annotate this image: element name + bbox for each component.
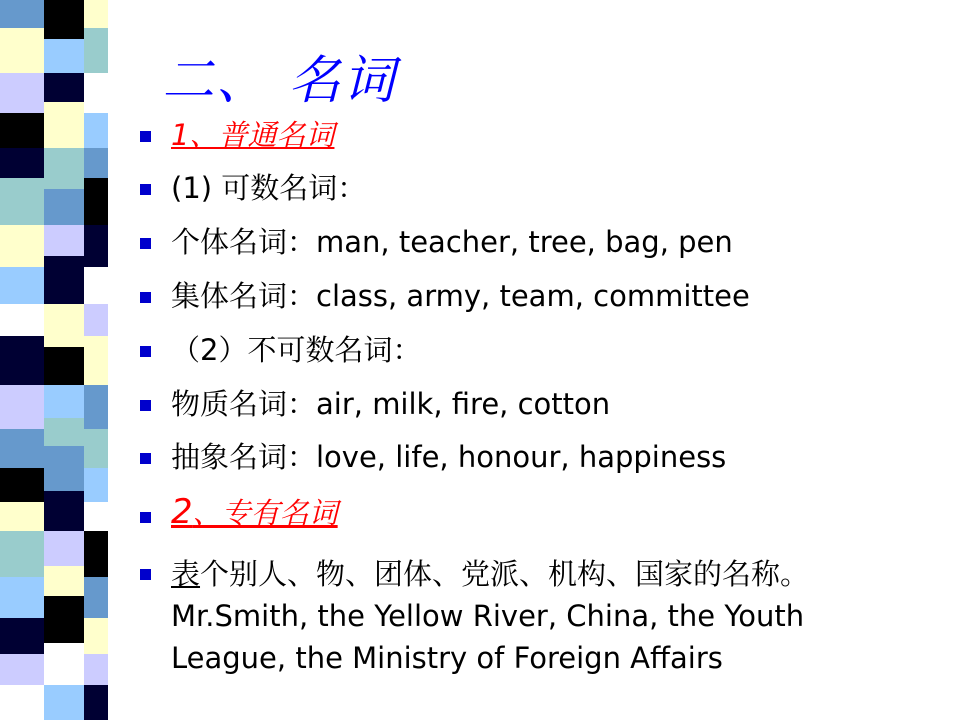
abstract-nouns: 抽象名词：love, life, honour, happiness	[171, 440, 727, 474]
heading-proper-nouns: 2、专有名词	[171, 492, 338, 532]
strip-block	[44, 39, 84, 73]
strip-block	[84, 502, 108, 531]
proper-nouns-description: 表个别人、物、团体、党派、机构、国家的名称。Mr.Smith, the Yellow River, China, the Youth League, the Ministry of Foreign Affairs	[171, 557, 810, 675]
decorative-strip	[0, 0, 108, 720]
bullet-icon	[140, 346, 151, 357]
strip-block	[44, 189, 84, 225]
strip-block	[84, 336, 108, 385]
strip-block	[0, 429, 44, 468]
strip-block	[84, 28, 108, 73]
list-item	[140, 387, 610, 421]
strip-block	[44, 643, 84, 685]
strip-block	[0, 113, 44, 148]
strip-block	[84, 225, 108, 267]
strip-block	[0, 385, 44, 429]
strip-block	[84, 654, 108, 685]
bullet-icon	[140, 453, 151, 464]
strip-block	[44, 385, 84, 418]
strip-block	[0, 148, 44, 178]
strip-block	[0, 178, 44, 225]
strip-block	[44, 148, 84, 189]
strip-block	[44, 225, 84, 256]
bullet-icon	[140, 569, 151, 580]
bullet-icon	[140, 512, 151, 523]
strip-block	[84, 685, 108, 720]
strip-block	[0, 0, 44, 28]
strip-block	[44, 0, 84, 39]
bullet-icon	[140, 292, 151, 303]
strip-block	[0, 531, 44, 577]
list-item	[140, 440, 726, 474]
strip-block	[44, 596, 84, 643]
strip-block	[44, 418, 84, 446]
material-nouns: 物质名词：air, milk, fire, cotton	[171, 387, 611, 421]
bullet-icon	[140, 184, 151, 195]
strip-block	[84, 0, 108, 28]
strip-block	[84, 429, 108, 468]
collective-nouns: 集体名词：class, army, team, committee	[171, 279, 750, 313]
list-item	[140, 279, 750, 313]
strip-block	[44, 347, 84, 385]
strip-block	[44, 446, 84, 491]
uncountable-nouns: （2）不可数名词：	[171, 333, 422, 367]
strip-block	[44, 256, 84, 304]
slide-title: 二、 名词	[162, 51, 397, 111]
strip-block	[44, 491, 84, 531]
strip-block	[84, 577, 108, 618]
strip-block	[84, 468, 108, 502]
bullet-icon	[140, 131, 151, 142]
strip-block	[0, 654, 44, 685]
strip-block	[0, 618, 44, 654]
strip-block	[84, 304, 108, 336]
strip-block	[44, 73, 84, 102]
strip-block	[44, 102, 84, 148]
list-item	[140, 553, 911, 679]
countable-nouns: (1) 可数名词：	[171, 171, 367, 205]
strip-block	[84, 267, 108, 304]
list-item	[140, 118, 334, 152]
strip-block	[0, 502, 44, 531]
strip-block	[0, 685, 44, 720]
bullet-icon	[140, 238, 151, 249]
strip-block	[0, 468, 44, 502]
list-item	[140, 333, 421, 367]
strip-block	[0, 577, 44, 618]
heading-common-nouns: 1、普通名词	[171, 118, 335, 152]
strip-block	[0, 73, 44, 113]
list-item	[140, 171, 366, 205]
strip-block	[44, 304, 84, 347]
strip-block	[44, 531, 84, 566]
strip-block	[84, 148, 108, 178]
strip-block	[0, 225, 44, 267]
strip-block	[0, 304, 44, 336]
strip-block	[0, 267, 44, 304]
strip-block	[84, 178, 108, 225]
bullet-icon	[140, 400, 151, 411]
strip-block	[84, 113, 108, 148]
strip-block	[0, 336, 44, 385]
list-item	[140, 225, 733, 259]
strip-block	[84, 531, 108, 577]
individual-nouns: 个体名词：man, teacher, tree, bag, pen	[171, 225, 733, 259]
strip-block	[0, 28, 44, 73]
strip-block	[44, 685, 84, 720]
strip-block	[44, 566, 84, 596]
strip-block	[84, 385, 108, 429]
strip-block	[84, 618, 108, 654]
strip-block	[84, 73, 108, 113]
list-item	[140, 492, 338, 532]
